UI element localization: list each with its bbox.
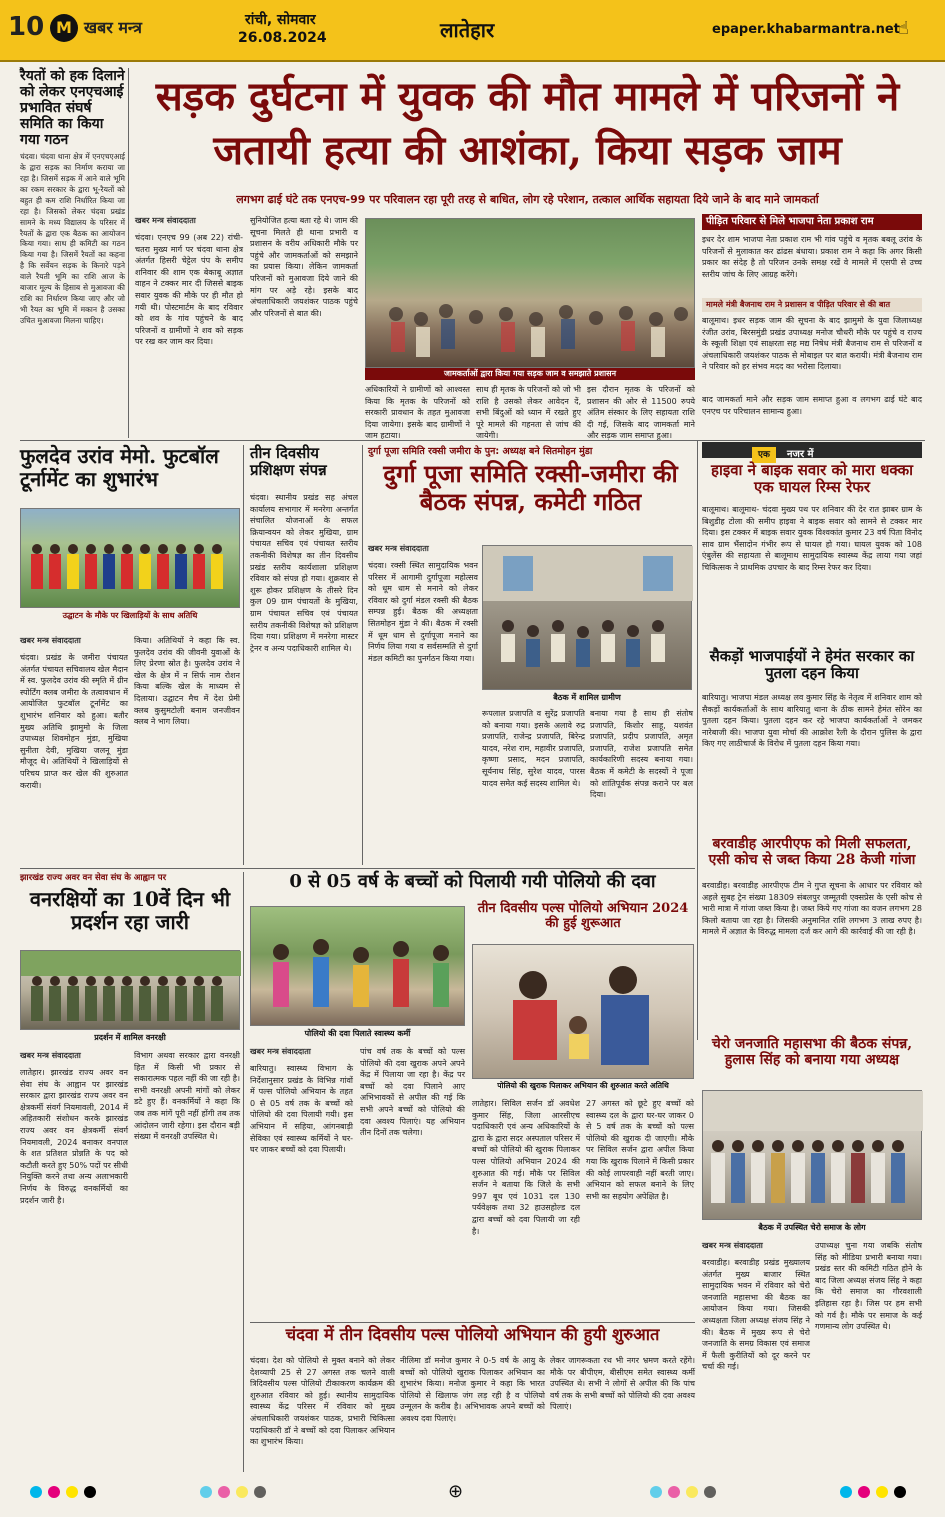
registration-dot-magenta-3 — [668, 1486, 680, 1498]
polio-byline: खबर मन्त्र संवाददाता — [250, 1047, 311, 1056]
polio-body: बारियातु। स्वास्थ्य विभाग के निर्देशानुसार प्रखंड के विभिन्न गांवों में पल्स पोलियो अभियान के तहत 0 से 05 वर्ष तक के बच्चों को पोलियो की दवा पिलायी गयी। इस अभियान में सहिया, आंगनबाड़ी सेविका एवं स्वास्थ्य कर्मियों ने घर-घर जाकर बच्चों को दवा पिलायी। — [250, 1064, 353, 1155]
registration-dot-cyan — [30, 1486, 42, 1498]
prakash-ram-headline: पीड़ित परिवार से मिले भाजपा नेता प्रकाश राम — [706, 216, 874, 227]
lead-byline: खबर मन्त्र संवाददाता — [135, 216, 196, 225]
durga-body2: रूपलाल प्रजापति व सुरेंद्र प्रजापति को बनाया गया। इसके अलावे रुद्र प्रजापति, राजेन्द्र प्रजापति, बिरेन्द्र यादव, नरेश राम, महावीर प्रजापति, कृष्णा प्रसाद, मदन प्रजापति, सूर्यनाथ सिंह, सुरेश यादव, पारस यादव समेत कई सदस्य शामिल थे। — [482, 709, 585, 788]
jam-end-story — [702, 394, 922, 432]
registration-dot-black — [84, 1486, 96, 1498]
polio-photo — [250, 906, 465, 1026]
prakash-ram-bar — [702, 214, 922, 230]
football-team-illustration — [21, 509, 241, 609]
polio-body2: पांच वर्ष तक के बच्चों को पल्स पोलियो की दवा खुराक अपने अपने केंद्र में पिलाया जा रहा है। केंद्र पर बच्चों को दवा पिलाने आए अभिभावकों से अपील की गई कि सभी अपने बच्चों को पोलियो की दवा अवश्य पिलाएं। यह अभियान तीन दिनों तक चलेगा। — [360, 1047, 465, 1138]
registration-dot-black-3 — [704, 1486, 716, 1498]
lead-col-3 — [365, 384, 470, 441]
forest-body2: विभाग अथवा सरकार द्वारा वनरक्षी हित में किसी भी प्रकार से सकारात्मक पहल नहीं की जा रही है। सभी वनरक्षी अपनी मांगों को लेकर डटे हुए हैं। वनकर्मियों ने कहा कि जब तक मांगें पूरी नहीं होंगी तब तक आंदोलन जारी रहेगा। इस दौरान बड़ी संख्या में वनरक्षी उपस्थित थे। — [134, 1051, 240, 1142]
chero-col-1 — [702, 1240, 810, 1472]
chandwa-pulse-headline: चंदवा में तीन दिवसीय पल्स पोलियो अभियान की हुयी शुरुआत — [285, 1325, 660, 1344]
pulse-body2: 27 अगस्त को छूटे हुए बच्चों को स्वास्थ्य दल के द्वारा घर-घर जाकर 0 से 5 वर्ष तक के बच्चों को पल्स पोलियो की खुराक दी जाएगी। मौके पर सिविल सर्जन द्वारा अपील किया गया कि खुराक पिलाने में किसी प्रकार की कोई लापरवाही नहीं बरती जाए। अभियान को सफल बनाने के लिए सभी का सहयोग अपेक्षित है। — [586, 1099, 694, 1201]
chero-caption-block — [702, 1222, 922, 1234]
lead-headline-block — [135, 70, 920, 188]
pulse-photo — [472, 944, 694, 1079]
polio-caption-block — [250, 1028, 465, 1040]
nhai-story — [20, 68, 125, 438]
lead-col3-text: अधिकारियों ने ग्रामीणों को आश्वस्त किया कि मृतक के परिजनों को सरकारी प्रावधान के तहत मुआवजा दिया जायेगा। इसके बाद ग्रामीणों ने जाम हटाया। — [365, 385, 470, 441]
registration-strip — [0, 1478, 945, 1517]
chandwa-pulse-col-2 — [400, 1355, 545, 1473]
chandwa-pulse-body2: नीलिमा डॉ मनोज कुमार ने 0-5 वर्ष के आयु के बच्चों को पोलियो खुराक पिलाकर अभियान का शुभारंभ किया। मनोज कुमार ने कहा कि भारत पोलियो से खिलाफ जंग लड़ रही है व पोलियो उन्मूलन के करीब है। अभिभावक अपने बच्चों को अवश्य दवा पिलाएं। — [400, 1356, 545, 1423]
durga-col-3 — [590, 708, 693, 843]
minister-subhead-bar — [702, 298, 922, 312]
training-headline: तीन दिवसीय प्रशिक्षण संपन्न — [250, 444, 327, 480]
durga-headline: दुर्गा पूजा समिति रक्सी-जमीरा की बैठक संपन्न, कमेटी गठित — [383, 459, 678, 516]
lead-col4-text: साथ ही मृतक के परिजनों को जो भी राशि है उसको लेकर आवेदन दें, सभी बिंदुओं को ध्यान में रखते हुए पूरे मामले की गहनता से जांच की जायेगी। — [476, 385, 581, 441]
rpf-headline-block — [702, 836, 922, 878]
football-headline-block — [20, 445, 240, 505]
chero-caption: बैठक में उपस्थित चेरो समाज के लोग — [758, 1223, 866, 1232]
putla-headline: सैकड़ों भाजपाईयों ने हेमंत सरकार का पुतला दहन किया — [709, 647, 915, 683]
lead-col1-text: चंदवा। एनएच 99 (अब 22) रांची-चतरा मुख्य मार्ग पर चंदवा थाना क्षेत्र अंतर्गत हिसरी चेट्टेल पंप के समीप शनिवार की शाम एक बेकाबू अज्ञात वाहन ने टक्कर मार दी जिससे बाइक सवार युवक की मौके पर ही मौत हो गयी थी। पोस्टमार्टम के बाद रविवार को शव के गांव पहुंचने के बाद परिजनों व ग्रामीणों ने शव को सड़क पर रख कर जाम कर दिया। — [135, 233, 243, 347]
registration-dot-magenta — [48, 1486, 60, 1498]
registration-dot-yellow-2 — [236, 1486, 248, 1498]
durga-kicker: दुर्गा पूजा समिति रक्सी जमीरा के पुन: अध्यक्ष बने सितमोहन मुंडा — [368, 446, 593, 457]
forest-kicker-block — [20, 872, 240, 886]
lead-col5-text: इस दौरान मृतक के परिजनों को प्रशासन की ओर से 11500 रुपये अंतिम संस्कार के लिए सहायता राशि दी गई, जिसके बाद जामकर्ता माने और सड़क जाम समाप्त हुआ। — [587, 385, 695, 441]
page-number: 10 — [8, 12, 45, 42]
chero-body2: उपाध्यक्ष चुना गया जबकि संतोष सिंह को मीडिया प्रभारी बनाया गया। प्रखंड स्तर की कमिटी गठित होने के बाद जिला अध्यक्ष संजय सिंह ने कहा कि चेरो समाज का गौरवशाली इतिहास रहा है। जिस पर हम सभी को गर्व है। मौके पर समाज के कई गणमान्य लोग उपस्थित थे। — [815, 1241, 922, 1332]
football-body: चंदवा। प्रखंड के जमीरा पंचायत अंतर्गत पंचायत सचिवालय खेल मैदान में स्व. फुलदेव उरांव की स्मृति में ग्रीन स्पोर्टिंग क्लब जमीरा के तत्वावधान में आयोजित फुटबॉल टूर्नामेंट का शुभारंभ शनिवार को हुआ। बतौर मुख्य अतिथि झामुमो के जिला उपाध्यक्ष शिवमोहन मुंडा, मुखिया सुनीता देवी, मुखिया जलनू मुंडा मौजूद थे। अतिथियों ने खिलाड़ियों से परिचय प्राप्त कर खेल की शुरुआत करायी। — [20, 653, 128, 790]
registration-dot-magenta-4 — [858, 1486, 870, 1498]
forest-caption: प्रदर्शन में शामिल वनरक्षी — [94, 1033, 166, 1042]
football-byline: खबर मन्त्र संवाददाता — [20, 636, 81, 645]
lead-col2-text: सुनियोजित हत्या बता रहे थे। जाम की सूचना मिलते ही थाना प्रभारी व प्रशासन के वरीय अधिकारी मौके पर पहुंचे और जामकर्ताओं को समझाने का प्रयास किया। लेकिन जामकर्ता परिजनों को मुआवजा दिये जाने की मांग पर अड़े रहे। इसके बाद अंचलाधिकारी जयशंकर पाठक पहुंचे और परिजनों से बात की। — [250, 216, 358, 318]
durga-photo — [482, 545, 692, 690]
lead-col-2 — [250, 215, 358, 430]
forest-byline: खबर मन्त्र संवाददाता — [20, 1051, 81, 1060]
training-story — [250, 492, 358, 864]
ek-nazar-bar — [702, 442, 922, 458]
minister-subhead: मामले मंत्री बैजनाथ राम ने प्रशासन व पीड़ित परिवार से की बात — [706, 300, 891, 309]
putla-headline-block — [702, 648, 922, 690]
durga-headline-block — [368, 460, 693, 540]
durga-body3: बनाया गया है साथ ही संतोष प्रजापति, किशोर साहू, यशवंत प्रजापति, प्रदीप प्रजापति, अमृत प्रजापति, राजेश प्रजापति समेत कार्यकारिणी सदस्य बनाया गया। बैठक में कमेटी के सदस्यों ने पूजा को शांतिपूर्वक संपन्न कराने पर बल दिया। — [590, 709, 693, 800]
district-title: लातेहार — [440, 18, 495, 42]
chero-headline: चेरो जनजाति महासभा की बैठक संपन्न, हुलास सिंह को बनाया गया अध्यक्ष — [711, 1036, 913, 1069]
lead-caption-bar — [365, 368, 695, 380]
forest-caption-block — [20, 1032, 240, 1044]
polio-col-1 — [250, 1046, 353, 1318]
pulse-headline-block — [472, 902, 694, 942]
forest-headline: वनरक्षियों का 10वें दिन भी प्रदर्शन रहा जारी — [29, 887, 231, 934]
registration-dot-cyan-3 — [650, 1486, 662, 1498]
rpf-body: बरवाडीह। बरवाडीह आरपीएफ टीम ने गुप्त सूचना के आधार पर रविवार को अहले सुबह ट्रेन संख्या 18309 संबलपुर जम्मूतवी एक्सप्रेस के एसी कोच से भारी मात्रा में गांजा जब्त किया है। जब्त किये गए गांजा का वजन लगभग 28 किलो बताया जा रहा है। जिसकी अनुमानित राशि लगभग 3 लाख रुपए है। मामले में अज्ञात के विरुद्ध मामला दर्ज कर आगे की कार्रवाई की जा रही है। — [702, 881, 922, 937]
football-body2: किया। अतिथियों ने कहा कि स्व. फुलदेव उरांव की जीवनी युवाओं के लिए प्रेरणा स्रोत है। फुलदेव उरांव ने खेल के क्षेत्र में न सिर्फ नाम रोशन किया बल्कि खेल के माध्यम से दिलाया। उद्घाटन मैच में देश प्रेमी क्लब कुसुमटोली बनाम जनजीवन क्लब ने भाग लिया। — [134, 636, 240, 727]
lead-deck-block — [135, 192, 920, 210]
crosshair-icon: ⊕ — [448, 1481, 464, 1502]
lead-col-1 — [135, 215, 243, 430]
chero-photo — [702, 1090, 922, 1220]
forest-body: लातेहार। झारखंड राज्य अवर वन सेवा संघ के आह्वान पर झारखंड सरकार द्वारा झारखंड राज्य अवर वन क्षेत्रकर्मी संवर्ग नियमावली, 2014 में अहितकारी संशोधन करके झारखंड राज्य अवर वन क्षेत्रकर्मी संवर्ग नियमावली, 2024 बनाकर वनपाल के शत प्रतिशत प्रोन्नति के पद को कटौती करते हुए 50% पदों पर सीधी नियुक्ति करने तथा अन्य अलाभकारी निर्णय के विरुद्ध वनकर्मियों का प्रदर्शन जारी है। — [20, 1068, 128, 1205]
polio-caption: पोलियो की दवा पिलाते स्वास्थ्य कर्मी — [304, 1029, 411, 1038]
prakash-ram-body: इधर देर शाम भाजपा नेता प्रकाश राम भी गांव पहुंचे व मृतक बबलू उरांव के परिजनों से मुलाकात कर ढांढस बंधाया। प्रकाश राम ने कहा कि अगर किसी प्रकार का संदेह है तो परिजन उनके समक्ष रखें वे मामले में एसपी से उच्च स्तरीय जांच के लिए आग्रह करेंगे। — [702, 235, 922, 279]
hand-cursor-icon: ☝ — [898, 18, 909, 39]
pulse-body: लातेहार। सिविल सर्जन डॉ अवधेश कुमार सिंह, जिला आरसीएच पदाधिकारी एवं अन्य अधिकारियों के द्वारा के द्वारा सदर अस्पताल परिसर में बच्चों को पोलियो की खुराक पिलाकर पल्स पोलियो अभियान 2024 की शुरुआत की गई। मौके पर सिविल सर्जन ने बताया कि जिले के सभी 997 बूथ एवं 1031 दल 130 पर्यवेक्षक तथा 32 हाउसहोल्ड दल द्वारा बच्चों को दवा पिलायी जा रही है। — [472, 1099, 580, 1236]
polio-col-2 — [360, 1046, 465, 1318]
forest-guards-illustration — [21, 951, 241, 1031]
polio-drops-illustration — [473, 945, 695, 1080]
training-headline-block — [250, 445, 358, 490]
durga-col-2 — [482, 708, 585, 843]
rpf-story — [702, 880, 922, 1030]
durga-body: चंदवा। रक्सी स्थित सामुदायिक भवन परिसर में आगामी दुर्गापूजा महोत्सव को धूम धाम से मनाने को लेकर रविवार को दुर्गा मंडल रक्सी की बैठक सम्पन्न हुई। बैठक की अध्यक्षता सितमोहन मुंडा ने की। बैठक में रक्सी में धूम धाम से दुर्गापूजा मनाने का निर्णय लिया गया व सर्वसम्मति से दुर्गा मंडल कमिटी का पुनर्गठन किया गया। — [368, 561, 478, 663]
forest-headline-block — [20, 888, 240, 948]
forest-col-2 — [134, 1050, 240, 1470]
meeting-illustration — [483, 546, 693, 691]
brand-logo-icon: M — [50, 14, 78, 42]
edition-city-day: रांची, सोमवार — [245, 12, 316, 28]
football-photo — [20, 508, 240, 608]
edition-date: 26.08.2024 — [238, 30, 327, 46]
football-col-2 — [134, 635, 240, 865]
forest-photo — [20, 950, 240, 1030]
football-caption-block — [20, 610, 240, 622]
epaper-url[interactable]: epaper.khabarmantra.net — [712, 22, 900, 37]
chandwa-pulse-body3: लेकर जागरूकता रथ भी नगर भ्रमण करते रहेंगे। मौके पर बीपीएम, बीसीएम समेत स्वास्थ्य कर्मी उपस्थित थे। सभी ने लोगों से अपील की कि पांच वर्ष तक के सभी बच्चों को पोलियो की दवा अवश्य पिलाएं। — [550, 1356, 695, 1412]
nhai-body: चंदवा। चंदवा थाना क्षेत्र में एनएचएआई के द्वारा सड़क का निर्माण कराया जा रहा है। जिसमें सड़क में आने वाले भूमि का रकम सरकार के द्वारा भू-रैयतों को बहुत ही कम राशि निर्धारित किया जा रहा है। जिसको लेकर चंदवा प्रखंड सामने के मध्य विद्यालय के परिसर में रैयतों के द्वारा एक बैठक का आयोजन किया गया। साथ ही कमिटी का गठन किया गया है। जिसमें रैयतों का कहना है कि सर्वेयन सड़क के किनारे पड़ने वाले रैयती भूमि का राशि आज के बाजार मूल्य के हिसाब से मुआवजा की राशि का निर्धारण किया जाए और जो भी रैयत का भूमि में मकान है उसका उचित मुआवजा मिलना चाहिए। — [20, 152, 125, 325]
registration-dot-black-4 — [894, 1486, 906, 1498]
rpf-headline: बरवाडीह आरपीएफ को मिली सफलता, एसी कोच से जब्त किया 28 केजी गांजा — [708, 836, 916, 869]
registration-dot-cyan-2 — [200, 1486, 212, 1498]
chero-headline-block — [702, 1036, 922, 1086]
pulse-col-2 — [586, 1098, 694, 1318]
minister-body: बालूमाथ। इधर सड़क जाम की सूचना के बाद झामुमो के युवा जिलाध्यक्ष रंजीत उरांव, बिरसमुंडी प्रखंड उपाध्यक्ष मनोज चौधरी मौके पर पहुंचे व राज्य के स्कूली शिक्षा एवं साक्षरता सह मद्य निषेध मंत्री बैजनाथ राम से परिजनों व अंचलाधिकारी जयशंकर पाठक से मोबाइल पर बात करायी। मंत्री बैजनाथ राम ने परिवार को हर संभव मदद का भरोसा दिलाया। — [702, 316, 922, 372]
durga-col-1 — [368, 543, 478, 843]
ek-tab: एक — [752, 447, 776, 463]
haiwa-headline: हाइवा ने बाइक सवार को मारा धक्का एक घायल रिम्स रेफर — [710, 461, 914, 497]
chero-byline: खबर मन्त्र संवाददाता — [702, 1241, 763, 1250]
lead-headline: सड़क दुर्घटना में युवक की मौत मामले में परिजनों ने जतायी हत्या की आशंका, किया सड़क जाम — [155, 73, 900, 174]
putla-story — [702, 692, 922, 832]
haiwa-body: बालूमाथ। बालूमाथ- चंदवा मुख्य पथ पर शनिवार की देर रात झाबर ग्राम के बिशुडीह टोला की समीप हाइवा ने बाइक सवार को सामने से टक्कर मार दिया। इस टक्कर में बाइक सवार युवक विश्वकांत कुमार 23 वर्ष पिता विनोद साव ग्राम भैंसादोन गंभीर रूप से घायल हो गया। घायल युवक को 108 एंबुलेंस की सहायता से बालूमाथ सामुदायिक स्वास्थ्य केंद्र लाया गया जहां चिकित्सक ने प्राथमिक उपचार के बाद रिम्स रेफर कर दिया। — [702, 505, 922, 572]
pulse-headline: तीन दिवसीय पल्स पोलियो अभियान 2024 की हुई शुरूआत — [477, 901, 689, 931]
brand-name: खबर मन्त्र — [84, 18, 142, 37]
registration-dot-yellow-4 — [876, 1486, 888, 1498]
lead-col-4 — [476, 384, 581, 441]
registration-dot-yellow-3 — [686, 1486, 698, 1498]
durga-caption-block — [482, 692, 692, 704]
football-caption: उद्घाटन के मौके पर खिलाड़ियों के साथ अतिथि — [62, 611, 198, 620]
durga-byline: खबर मन्त्र संवाददाता — [368, 544, 429, 553]
football-col-1 — [20, 635, 128, 865]
training-body: चंदवा। स्थानीय प्रखंड सह अंचल कार्यालय सभागार में मनरेगा अन्तर्गत संचालित योजनाओं के सफल क्रियान्वयन को लेकर मुखिया, ग्राम पंचायत सचिव एवं पंचायत स्तरीय तकनीकी विशेषज्ञ का तीन दिवसीय प्रखंड स्तरीय कार्यशाला प्रशिक्षण रविवार को संपन्न हो गया। शुक्रवार से शुरू होकर प्रशिक्षण के तीसरे दिन कुल 09 ग्राम पंचायतों के मुखिया, ग्राम पंचायत सचिव एवं पंचायत स्तरीय तकनीकी विशेषज्ञ को प्रशिक्षण दिया गया। प्रशिक्षण में मनरेगा मास्टर ट्रेनर व अन्य पदाधिकारी शामिल थे। — [250, 493, 358, 653]
prakash-ram-story — [702, 234, 922, 294]
minister-story — [702, 315, 922, 390]
registration-dot-cyan-4 — [840, 1486, 852, 1498]
durga-caption: बैठक में शामिल ग्रामीण — [553, 693, 621, 702]
haiwa-story — [702, 504, 922, 644]
chandwa-pulse-headline-block — [250, 1326, 695, 1350]
chandwa-pulse-body: चंदवा। देश को पोलियो से मुक्त बनाने को लेकर देशव्यापी 25 से 27 अगस्त तक चलने वाली त्रिदिवसीय पल्स पोलियो टीकाकरण कार्यक्रम की शुरुआत रविवार को हुई। स्थानीय सामुदायिक स्वास्थ्य केंद्र परिसर में रविवार को मुख्य अंचलाधिकारी जयशंकर पाठक, प्रभारी चिकित्सा पदाधिकारी डॉ ने बच्चों को दवा पिलाकर अभियान का शुभारंभ किया। — [250, 1356, 395, 1447]
chandwa-pulse-col-3 — [550, 1355, 695, 1473]
pulse-caption-block — [472, 1081, 694, 1093]
forest-col-1 — [20, 1050, 128, 1470]
chandwa-pulse-col-1 — [250, 1355, 395, 1473]
pulse-caption: पोलियो की खुराक पिलाकर अभियान की शुरुआत करते अतिथि — [497, 1081, 669, 1090]
chero-group-illustration — [703, 1091, 923, 1221]
putla-body: बारियातु। भाजपा मंडल अध्यक्ष लव कुमार सिंह के नेतृत्व में शनिवार शाम को सैकड़ों कार्यकर्ताओं के साथ बारियातु थाना के ठीक सामने हेमंत सोरेन का पुतला दहन किया। पुतला दहन कर रहे भाजपा कार्यकर्ताओं ने जमकर नारेबाजी की। भाजपा युवा मोर्चा की आक्रोश रैली के दौरान पुलिस के द्वारा किए गए लाठीचार्ज के विरोध में पुतला दहन किया गया। — [702, 693, 922, 749]
jam-end-body: बाद जामकर्ता माने और सड़क जाम समाप्त हुआ व लगभग ढाई घंटे बाद एनएच पर परिचालन सामान्य हुआ। — [702, 395, 922, 416]
crowd-photo-illustration — [366, 219, 696, 369]
lead-photo — [365, 218, 695, 368]
nhai-headline: रैयतों को हक दिलाने को लेकर एनएचआई प्रभावित संघर्ष समिति का किया गया गठन — [20, 68, 125, 149]
registration-dot-yellow — [66, 1486, 78, 1498]
polio-crowd-illustration — [251, 907, 466, 1027]
lead-photo-caption: जामकर्ताओं द्वारा किया गया सड़क जाम व समझाते प्रशासन — [443, 369, 617, 378]
chero-body: बरवाडीह। बरवाडीह प्रखंड मुख्यालय अंतर्गत मुख्य बाजार स्थित सामुदायिक भवन में रविवार को चेरो जनजाति महासभा की बैठक का आयोजन किया गया। जिसकी अध्यक्षता जिला अध्यक्ष संजय सिंह ने की। बैठक में मुख्य रूप से चेरो जनजाति के समग्र विकास एवं समाज में फैली कुरीतियों को दूर करने पर चर्चा की गई। — [702, 1258, 810, 1372]
haiwa-headline-block — [702, 462, 922, 502]
chero-col-2 — [815, 1240, 922, 1472]
polio-headline: 0 से 05 वर्ष के बच्चों को पिलायी गयी पोलियो की दवा — [289, 871, 656, 892]
masthead — [0, 0, 945, 62]
football-headline: फुलदेव उरांव मेमो. फुटबॉल टूर्नामेंट का शुभारंभ — [20, 444, 219, 491]
forest-kicker: झारखंड राज्य अवर वन सेवा संघ के आह्वान पर — [20, 873, 167, 883]
durga-kicker-block — [368, 444, 693, 458]
registration-dot-black-2 — [254, 1486, 266, 1498]
lead-deck: लगभग ढाई घंटे तक एनएच-99 पर परिवालन रहा पूरी तरह से बाधित, लोग रहे परेशान, तत्काल आर्थिक सहायता दिये जाने के बाद माने जामकर्ता — [236, 193, 819, 206]
registration-dot-magenta-2 — [218, 1486, 230, 1498]
polio-headline-block — [250, 872, 695, 900]
pulse-col-1 — [472, 1098, 580, 1318]
nazar-tab-title: नजर में — [786, 449, 814, 460]
lead-col-5 — [587, 384, 695, 441]
